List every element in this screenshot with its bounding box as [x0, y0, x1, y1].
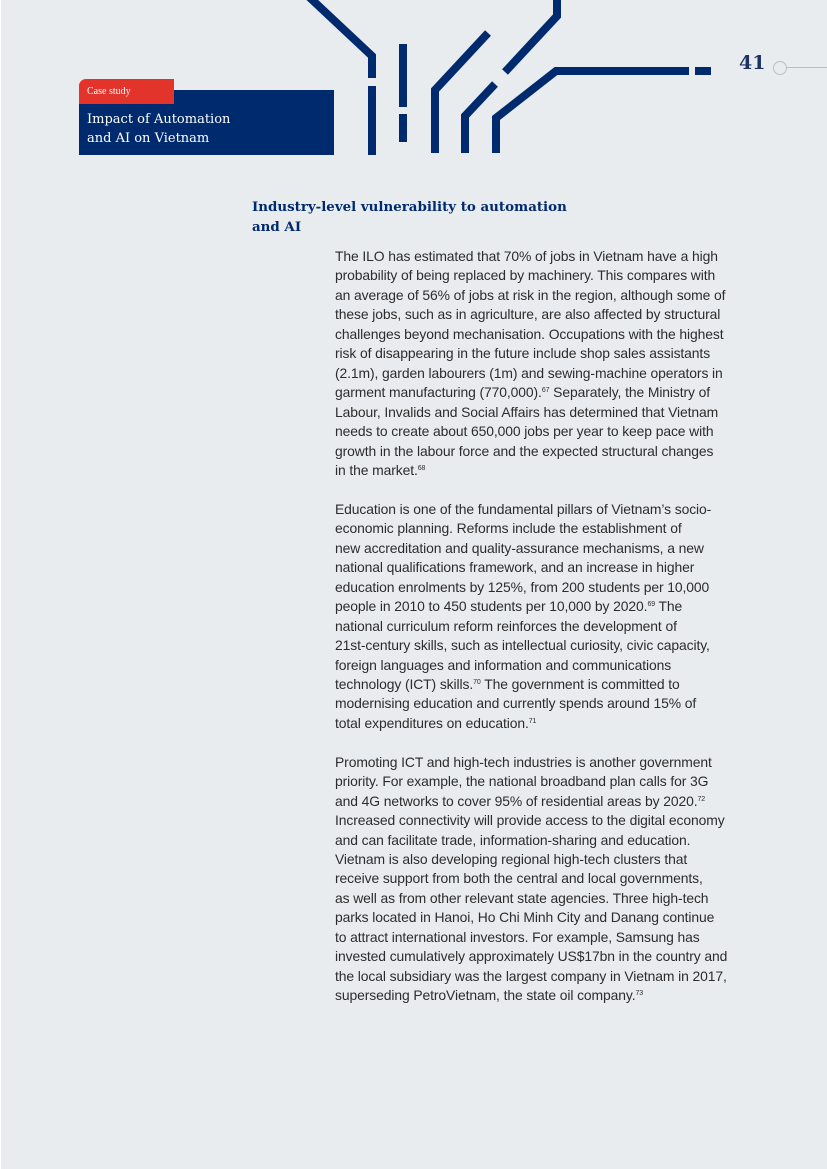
text-line: Promoting ICT and high-tech industries is another government	[335, 753, 712, 770]
text-line: superseding PetroVietnam, the state oil company.	[335, 987, 636, 1004]
text-line: foreign languages and information and communications	[335, 656, 672, 673]
text-line: total expenditures on education.	[335, 714, 529, 731]
case-study-title-line-2: and AI on Vietnam	[87, 131, 210, 146]
page-marker-line	[787, 67, 827, 68]
footnote-ref: 72	[697, 795, 706, 803]
document-page	[1, 0, 827, 1169]
text-line: (2.1m), garden labourers (1m) and sewing-machine operators in	[335, 364, 723, 381]
footnote-ref: 73	[635, 990, 644, 998]
text-line: education enrolments by 125%, from 200 students per 10,000	[335, 578, 710, 595]
text-line: 21st-century skills, such as intellectual curiosity, civic capacity,	[335, 637, 710, 654]
text-line: Labour, Invalids and Social Affairs has determined that Vietnam	[335, 403, 719, 420]
text-line: Vietnam is also developing regional high-tech clusters that	[335, 851, 688, 868]
text-line: garment manufacturing (770,000).	[335, 384, 542, 401]
text-line: parks located in Hanoi, Ho Chi Minh City and Danang continue	[335, 909, 715, 926]
footnote-ref: 67	[541, 387, 550, 395]
text-line: priority. For example, the national broadband plan calls for 3G	[335, 773, 709, 790]
page-number: 41	[739, 52, 766, 74]
footnote-ref: 70	[473, 678, 481, 686]
text-line: in the market.	[335, 461, 418, 478]
text-line: new accreditation and quality-assurance mechanisms, a new	[335, 539, 704, 556]
text-line: national curriculum reform reinforces the development of	[335, 617, 677, 634]
text-line: technology (ICT) skills.	[335, 675, 474, 692]
text-line: an average of 56% of jobs at risk in the region, although some of	[335, 286, 726, 303]
case-study-tag: Case study	[79, 79, 174, 104]
text-line: receive support from both the central and local governments,	[335, 870, 703, 887]
text-line: as well as from other relevant state agencies. Three high-tech	[335, 889, 709, 906]
text-line: probability of being replaced by machinery. This compares with	[335, 267, 716, 284]
section-heading-line-2: and AI	[252, 219, 302, 235]
case-study-title-line-1: Impact of Automation	[87, 112, 231, 127]
text-line: challenges beyond mechanisation. Occupations with the highest	[335, 325, 724, 342]
footnote-ref: 69	[647, 601, 656, 609]
text-line: needs to create about 650,000 jobs per year to keep pace with	[335, 423, 714, 440]
text-line: the local subsidiary was the largest company in Vietnam in 2017,	[335, 967, 727, 984]
text-line: economic planning. Reforms include the establishment of	[335, 520, 682, 537]
page-marker-circle	[773, 61, 787, 75]
text-line: The	[655, 598, 683, 615]
text-line: to attract international investors. For example, Samsung has	[335, 928, 700, 945]
footnote-ref: 71	[528, 717, 537, 725]
text-line: The government is committed to	[480, 675, 680, 692]
body-text	[335, 247, 750, 1025]
text-line: The ILO has estimated that 70% of jobs in Vietnam have a high	[335, 248, 718, 264]
footnote-ref: 68	[417, 464, 426, 472]
text-line: invested cumulatively approximately US$17bn in the country and	[335, 948, 728, 965]
text-line: and can facilitate trade, information-sharing and education.	[335, 831, 691, 848]
text-line: risk of disappearing in the future include shop sales assistants	[335, 345, 711, 362]
paragraph-3	[335, 753, 750, 1006]
section-heading-line-1: Industry-level vulnerability to automation	[252, 199, 567, 215]
text-line: modernising education and currently spends around 15% of	[335, 695, 697, 712]
text-line: growth in the labour force and the expected structural changes	[335, 442, 714, 459]
text-line: people in 2010 to 450 students per 10,000 by 2020.	[335, 598, 648, 615]
paragraph-2	[335, 500, 750, 733]
text-line: Education is one of the fundamental pillars of Vietnam’s socio-	[335, 500, 712, 517]
text-line: and 4G networks to cover 95% of residential areas by 2020.	[335, 792, 698, 809]
text-line: these jobs, such as in agriculture, are also affected by structural	[335, 306, 721, 323]
text-line: Separately, the Ministry of	[549, 384, 711, 401]
text-line: Increased connectivity will provide access to the digital economy	[335, 812, 725, 829]
text-line: national qualifications framework, and an increase in higher	[335, 559, 695, 576]
section-heading	[252, 197, 592, 237]
paragraph-1	[335, 247, 750, 480]
